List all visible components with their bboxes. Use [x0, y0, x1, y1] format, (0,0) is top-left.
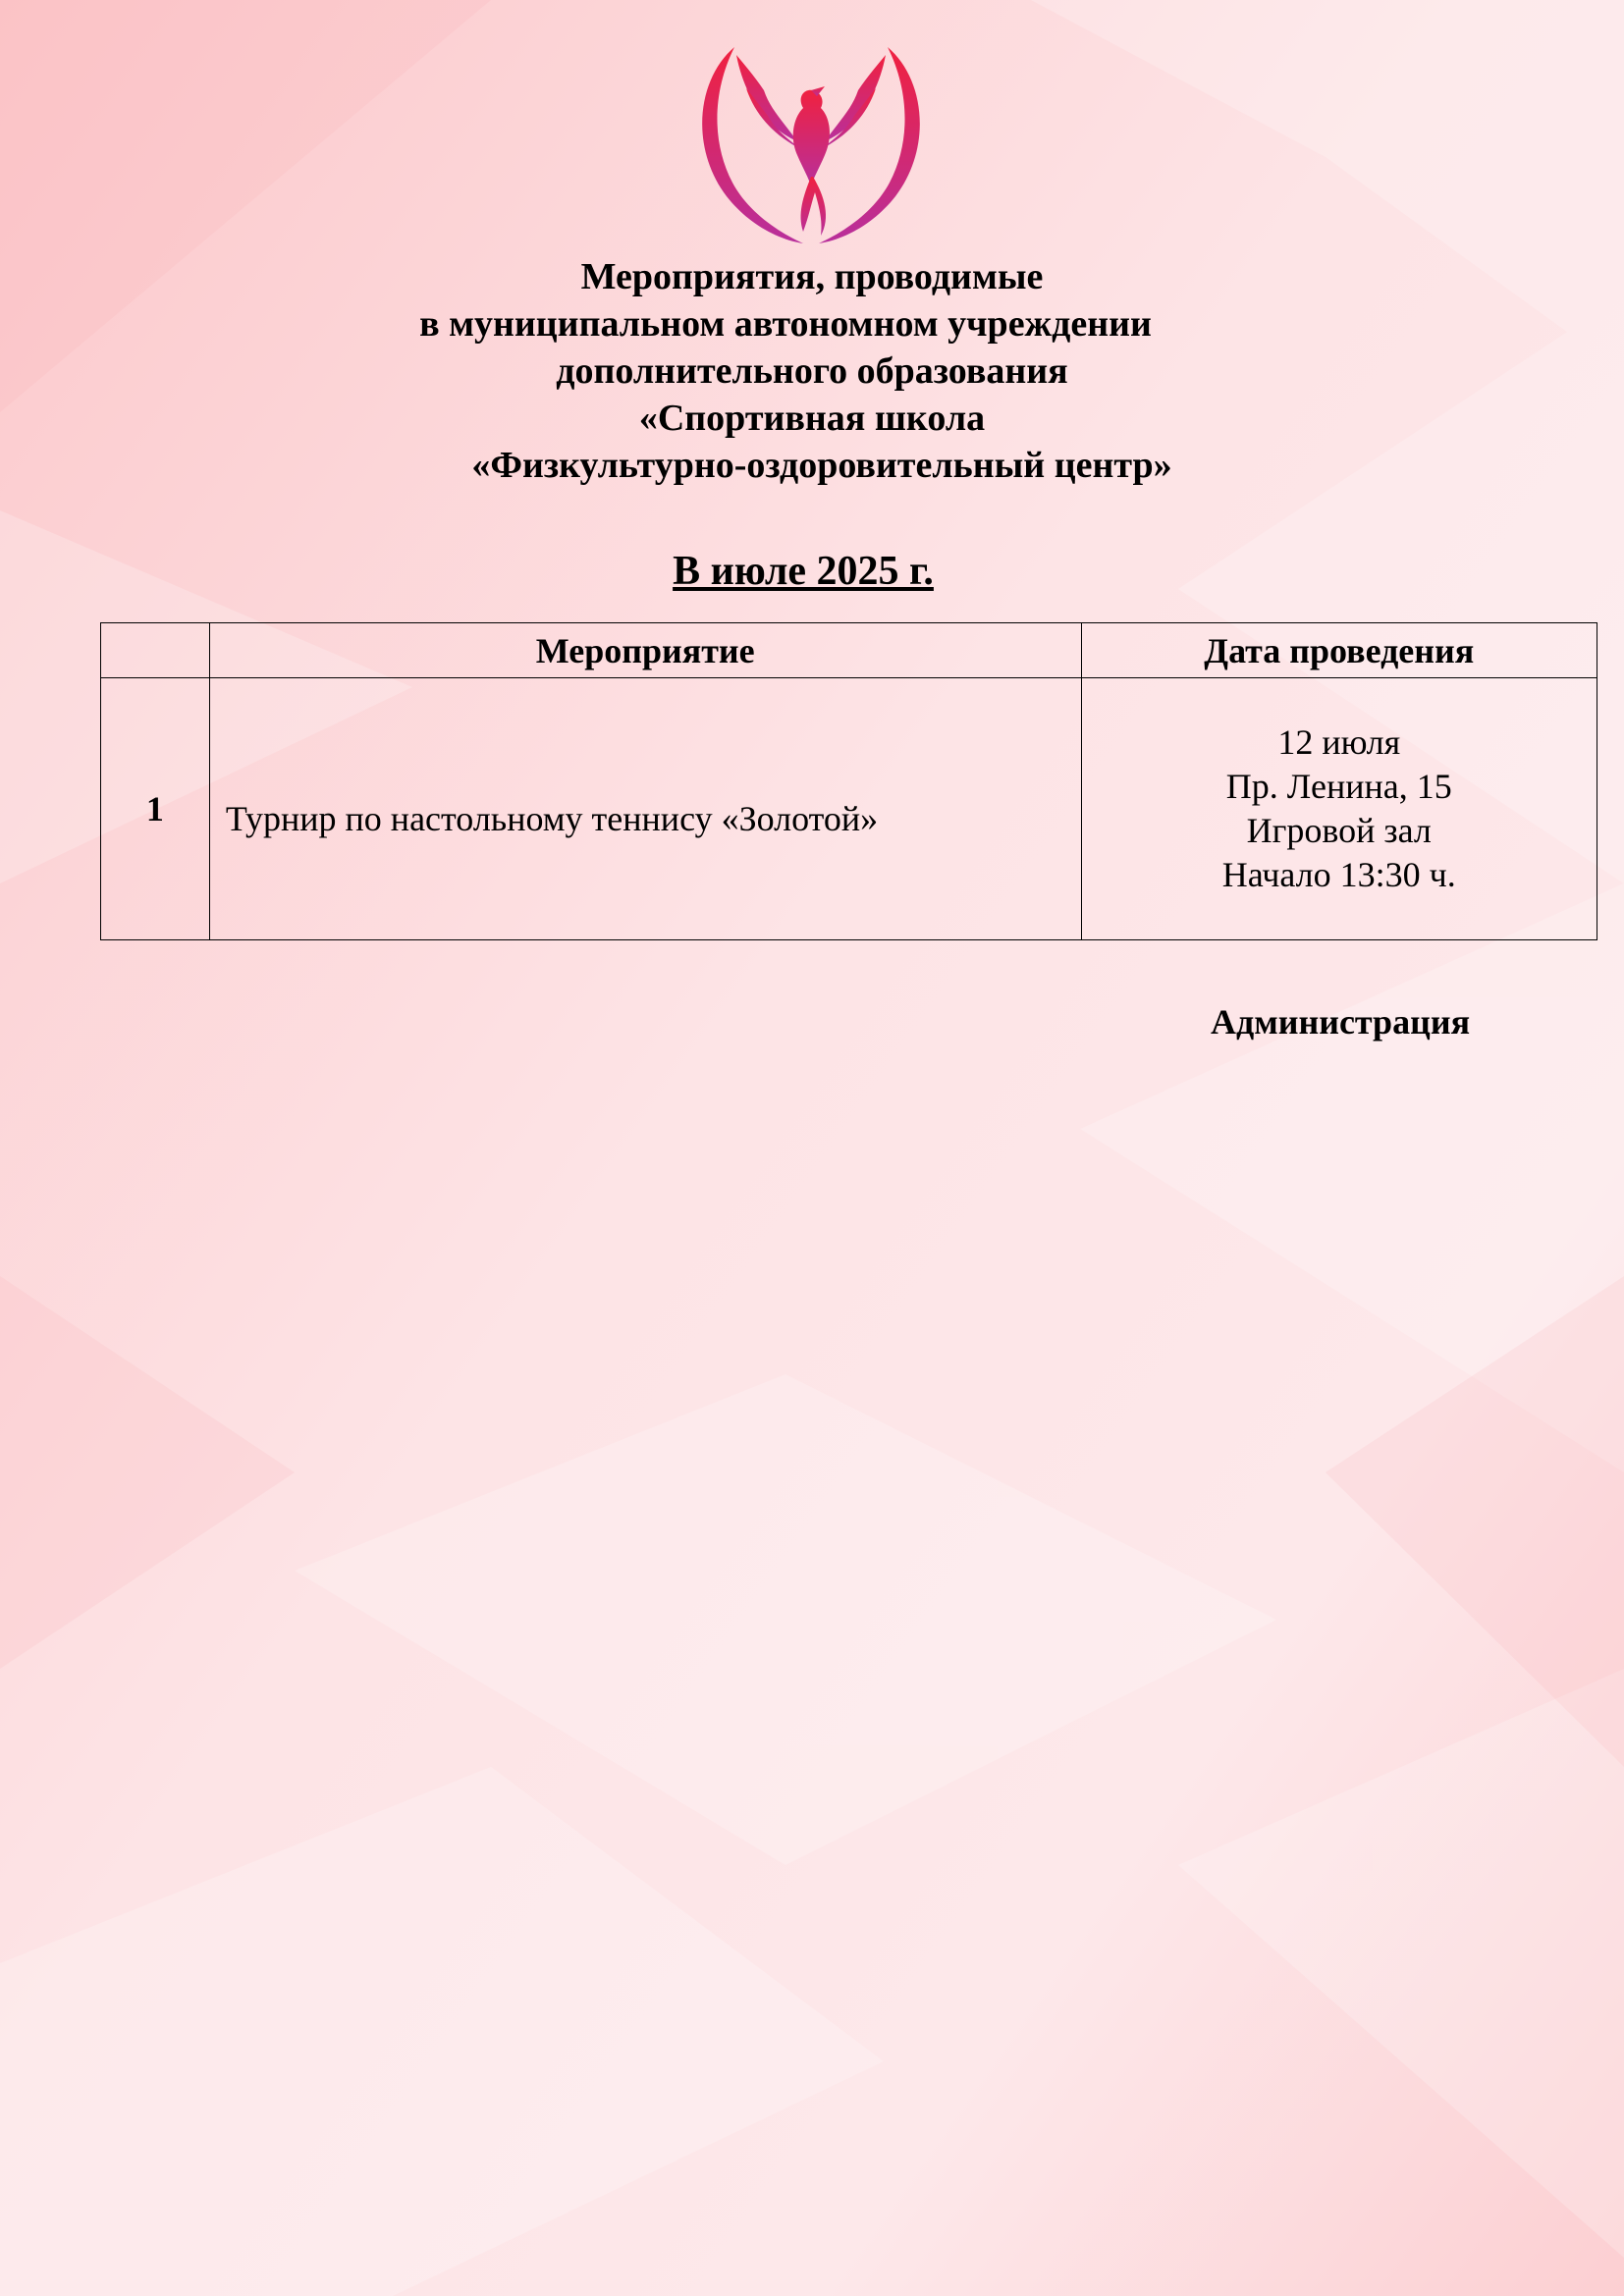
title-line-3: дополнительного образования — [556, 350, 1068, 392]
title-line-5: «Физкультурно-оздоровительный центр» — [471, 445, 1172, 486]
document-title — [0, 253, 1624, 489]
row-details — [1081, 678, 1597, 940]
header-date: Дата проведения — [1081, 623, 1597, 678]
title-line-1: Мероприятия, проводимые — [580, 256, 1044, 297]
signature: Администрация — [1211, 1002, 1471, 1041]
row-start-time: Начало 13:30 ч. — [1221, 855, 1456, 894]
header-event: Мероприятие — [209, 623, 1081, 678]
table-row — [101, 678, 1597, 940]
row-event: Турнир по настольному теннису «Золотой» — [209, 678, 1081, 940]
table-header-row — [101, 623, 1597, 678]
header-number — [101, 623, 210, 678]
row-venue: Игровой зал — [1246, 811, 1432, 850]
title-line-4: «Спортивная школа — [638, 398, 986, 439]
row-date: 12 июля — [1277, 722, 1401, 762]
row-number: 1 — [101, 678, 210, 940]
title-line-2: в муниципальном автономном учреждении — [419, 303, 1152, 345]
events-table — [100, 622, 1597, 940]
row-address: Пр. Ленина, 15 — [1225, 767, 1452, 806]
period-heading: В июле 2025 г. — [673, 549, 934, 594]
phoenix-logo-icon — [687, 39, 935, 247]
